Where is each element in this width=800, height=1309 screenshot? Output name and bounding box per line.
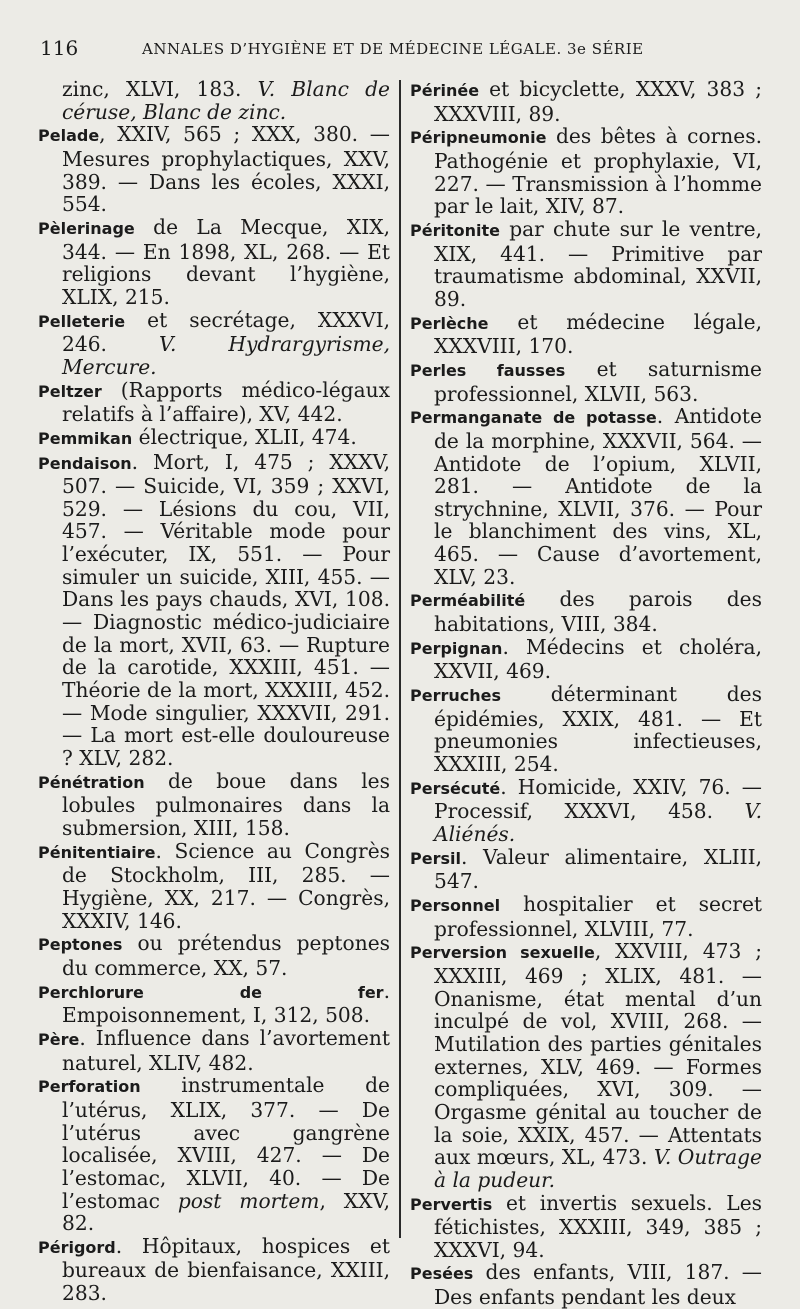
entry-headword: Pervertis (410, 1194, 493, 1214)
entry-headword: Perles fausses (410, 360, 566, 380)
index-entry (410, 636, 762, 683)
entry-headword: Perchlorure de fer (38, 982, 384, 1002)
index-entry (410, 940, 762, 1191)
entry-text: . Hôpitaux, hospices et bureaux de bienfaisance, XXIII, 283. (62, 1233, 390, 1306)
index-entry (38, 216, 390, 309)
entry-text: et saturnisme professionnel, XLVII, 563. (434, 356, 762, 406)
entry-headword: Péritonite (410, 220, 500, 240)
entry-text: électrique, XLII, 474. (132, 424, 357, 449)
entry-headword: Pèlerinage (38, 218, 135, 238)
see-also: V. Aliénés. (434, 799, 762, 846)
entry-text: et invertis sexuels. Les fétichistes, XXXIII, 349, 385 ; XXXVI, 94. (434, 1190, 762, 1262)
entry-text: , XXVIII, 473 ; XXXIII, 469 ; XLIX, 481. — Onanisme, état mental d’un inculpé de vol, XVIII, 268. — Mutilation des parties génitales externes, XLV, 469. — Formes compliquées, XVI, 309. — Orgasme génital au toucher de la soie, XXIX, 457. — Attentats aux mœurs, XL, 473. (434, 939, 762, 1170)
entry-italic: post mortem (177, 1188, 320, 1213)
index-entry (38, 426, 390, 451)
entry-text: . Antidote de la morphine, XXXVII, 564. — Antidote de l’opium, XLVII, 281. — Antidote de la strychnine, XLVII, 376. — Pour le blanchiment des vins, XL, 465. — Cause d’avortement, XLV, 23. (434, 404, 762, 589)
entry-headword: Peltzer (38, 381, 102, 401)
see-also: V. Hydrargyrisme, Mercure. (62, 332, 390, 379)
index-entry (410, 78, 762, 125)
entry-text: hospitalier et secret professionnel, XLVIII, 77. (434, 891, 762, 941)
index-entry (38, 840, 390, 933)
entry-text: et bicyclette, XXXV, 383 ; XXXVIII, 89. (434, 77, 762, 126)
entry-headword: Perforation (38, 1077, 141, 1097)
entry-headword: Périgord (38, 1237, 116, 1257)
entry-text: zinc, XLVI, 183. (62, 77, 258, 101)
entry-headword: Père (38, 1029, 80, 1049)
entry-headword: Perruches (410, 686, 501, 706)
entry-text: . Empoisonnement, I, 312, 508. (62, 978, 390, 1028)
entry-headword: Permanganate de potasse (410, 408, 657, 428)
entry-headword: Perversion sexuelle (410, 943, 595, 963)
index-entry (410, 683, 762, 776)
index-entry (410, 358, 762, 405)
index-entry (410, 405, 762, 588)
entry-text: déterminant des épidémies, XXIX, 481. — Et pneumonies infectieuses, XXXIII, 254. (434, 682, 762, 777)
page-header (30, 36, 770, 64)
index-entry (38, 379, 390, 426)
entry-text: . Science au Congrès de Stockholm, III, 285. — Hygiène, XX, 217. — Congrès, XXXIV, 146. (62, 838, 390, 933)
index-entry (410, 218, 762, 311)
index-entry (38, 1235, 390, 1305)
index-entry (410, 588, 762, 635)
entry-text: et médecine légale, XXXVIII, 170. (434, 309, 762, 359)
entry-text: et secrétage, XXXVI, 246. (62, 307, 390, 357)
index-entry (410, 125, 762, 218)
continuation-entry (38, 78, 390, 123)
entry-text: ou prétendus peptones du commerce, XX, 57. (62, 931, 390, 980)
entry-headword: Péripneumonie (410, 128, 547, 148)
entry-text: . Influence dans l’avortement naturel, XLIV, 482. (62, 1025, 390, 1075)
entry-headword: Pendaison (38, 453, 132, 473)
column-divider (399, 80, 401, 1238)
see-also: V. Outrage à la pudeur. (434, 1145, 762, 1192)
entry-headword: Pelade (38, 126, 100, 146)
left-entries (38, 123, 390, 1304)
entry-text: instrumentale de l’utérus, XLIX, 377. — De l’utérus avec gangrène localisée, XVIII, 427. — De l’estomac, XLVII, 40. — De l’estomac (62, 1073, 390, 1213)
index-entry (38, 1027, 390, 1074)
entry-text: de boue dans les lobules pulmonaires dans la submersion, XIII, 158. (62, 768, 390, 840)
entry-text: par chute sur le ventre, XIX, 441. — Primitive par traumatisme abdominal, XXVII, 89. (434, 216, 762, 311)
entry-text: , XXV, 82. (62, 1188, 390, 1236)
left-column (38, 78, 390, 1305)
entry-headword: Persil (410, 848, 461, 868)
entry-headword: Pelleterie (38, 311, 126, 331)
index-entry (410, 1192, 762, 1262)
entry-text: des bêtes à cornes. Pathogénie et prophylaxie, VI, 227. — Transmission à l’homme par le lait, XIV, 87. (434, 124, 762, 219)
entry-text: , XXIV, 565 ; XXX, 380. — Mesures prophylactiques, XXV, 389. — Dans les écoles, XXXI, 554. (62, 122, 390, 217)
entry-text: (Rapports médico-légaux relatifs à l’affaire), XV, 442. (62, 377, 390, 427)
entry-headword: Pénitentiaire (38, 842, 156, 862)
page-number: 116 (40, 36, 79, 60)
index-entry (410, 776, 762, 846)
index-entry (410, 893, 762, 940)
see-also: V. Blanc de céruse, Blanc de zinc. (62, 77, 390, 124)
entry-headword: Pemmikan (38, 428, 133, 448)
right-column (410, 78, 762, 1309)
index-entry (38, 770, 390, 840)
entry-text: . Homicide, XXIV, 76. — Processif, XXXVI, 458. (434, 774, 762, 824)
index-entry (410, 311, 762, 358)
index-entry (38, 932, 390, 979)
entry-text: de La Mecque, XIX, 344. — En 1898, XL, 268. — Et religions devant l’hygiène, XLIX, 215. (62, 214, 390, 309)
running-title: ANNALES D’HYGIÈNE ET DE MÉDECINE LÉGALE. 3e SÉRIE (142, 40, 644, 58)
index-entry (38, 309, 390, 379)
entry-headword: Pénétration (38, 772, 145, 792)
index-entry (38, 451, 390, 770)
entry-text: . Mort, I, 475 ; XXXV, 507. — Suicide, VI, 359 ; XXVI, 529. — Lésions du cou, VII, 457. — Véritable mode pour l’exécuter, IX, 551. — Pour simuler un suicide, XIII, 455. — Dans les pays chauds, XVI, 108. — Diagnostic médico-judiciaire de la mort, XVII, 63. — Rupture de la carotide, XXXIII, 451. — Théorie de la mort, XXXIII, 452. — Mode singulier, XXXVII, 291. — La mort est-elle douloureuse ? XLV, 282. (62, 449, 390, 771)
entry-headword: Perméabilité (410, 591, 526, 611)
entry-headword: Pesées (410, 1264, 474, 1284)
index-entry (38, 980, 390, 1027)
entry-headword: Personnel (410, 895, 501, 915)
entry-headword: Perlèche (410, 313, 489, 333)
entry-headword: Peptones (38, 935, 123, 955)
right-entries (410, 78, 762, 1309)
index-entry (410, 846, 762, 893)
entry-text: . Valeur alimentaire, XLIII, 547. (434, 844, 762, 894)
entry-headword: Périnée (410, 81, 480, 100)
entry-headword: Perpignan (410, 638, 503, 658)
entry-text: des parois des habitations, VIII, 384. (434, 587, 762, 637)
index-entry (38, 123, 390, 216)
entry-headword: Persécuté (410, 778, 501, 798)
index-entry (38, 1074, 390, 1235)
entry-text: . Médecins et choléra, XXVII, 469. (434, 634, 762, 684)
entry-text: des enfants, VIII, 187. — Des enfants pendant les deux (434, 1260, 762, 1309)
